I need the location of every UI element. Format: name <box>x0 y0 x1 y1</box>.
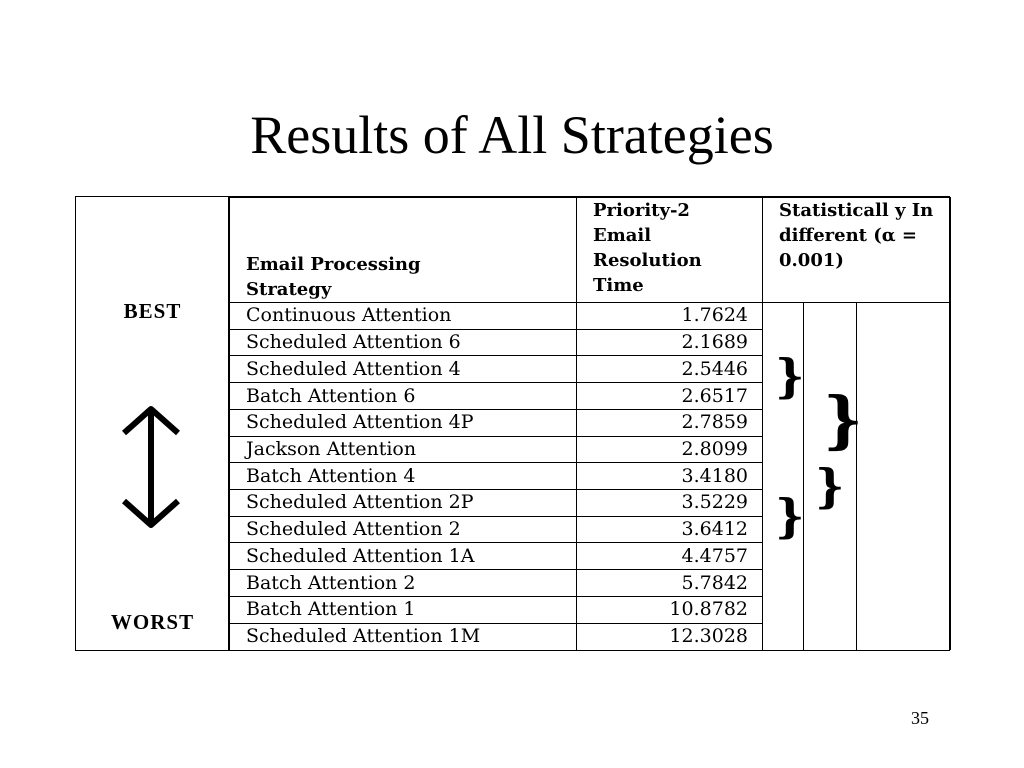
ranking-column <box>76 197 229 650</box>
header-strategy: Email Processing Strategy <box>230 198 577 303</box>
page-number: 35 <box>911 708 929 728</box>
header-resolution-time: Priority-2 Email Resolution Time <box>577 198 763 303</box>
resolution-time-cell: 5.7842 <box>577 570 763 597</box>
strategy-cell: Scheduled Attention 4P <box>230 409 577 436</box>
grouping-brace-icon: } <box>775 489 805 543</box>
strategy-cell: Batch Attention 2 <box>230 570 577 597</box>
resolution-time-cell: 2.1689 <box>577 329 763 356</box>
resolution-time-cell: 2.5446 <box>577 356 763 383</box>
resolution-time-cell: 3.5229 <box>577 490 763 517</box>
strategy-cell: Scheduled Attention 6 <box>230 329 577 356</box>
resolution-time-cell: 3.6412 <box>577 516 763 543</box>
resolution-time-cell: 4.4757 <box>577 543 763 570</box>
resolution-time-cell: 2.8099 <box>577 436 763 463</box>
strategy-cell: Batch Attention 4 <box>230 463 577 490</box>
resolution-time-cell: 1.7624 <box>577 303 763 330</box>
group-divider <box>856 303 857 650</box>
strategy-cell: Continuous Attention <box>230 303 577 330</box>
table-row <box>230 303 951 330</box>
statistical-groups-cell <box>763 303 951 651</box>
double-arrow-icon <box>116 403 186 531</box>
strategy-cell: Scheduled Attention 4 <box>230 356 577 383</box>
strategy-cell: Jackson Attention <box>230 436 577 463</box>
grouping-brace-icon: } <box>815 459 845 513</box>
grouping-brace-icon: } <box>775 349 805 403</box>
resolution-time-cell: 2.6517 <box>577 383 763 410</box>
strategy-cell: Scheduled Attention 2P <box>230 490 577 517</box>
grouping-brace-icon: } <box>823 383 863 456</box>
header-statistically-indifferent: Statisticall y Indifferent (α = 0.001) <box>763 198 951 303</box>
resolution-time-cell: 10.8782 <box>577 596 763 623</box>
strategy-cell: Batch Attention 6 <box>230 383 577 410</box>
results-figure <box>75 196 950 651</box>
worst-label: WORST <box>110 610 195 634</box>
strategy-cell: Scheduled Attention 1M <box>230 623 577 650</box>
resolution-time-cell: 3.4180 <box>577 463 763 490</box>
strategy-cell: Scheduled Attention 2 <box>230 516 577 543</box>
strategy-cell: Scheduled Attention 1A <box>230 543 577 570</box>
resolution-time-cell: 2.7859 <box>577 409 763 436</box>
strategy-cell: Batch Attention 1 <box>230 596 577 623</box>
slide-title: Results of All Strategies <box>250 105 774 165</box>
resolution-time-cell: 12.3028 <box>577 623 763 650</box>
strategies-table <box>229 197 951 651</box>
best-label: BEST <box>123 299 182 323</box>
